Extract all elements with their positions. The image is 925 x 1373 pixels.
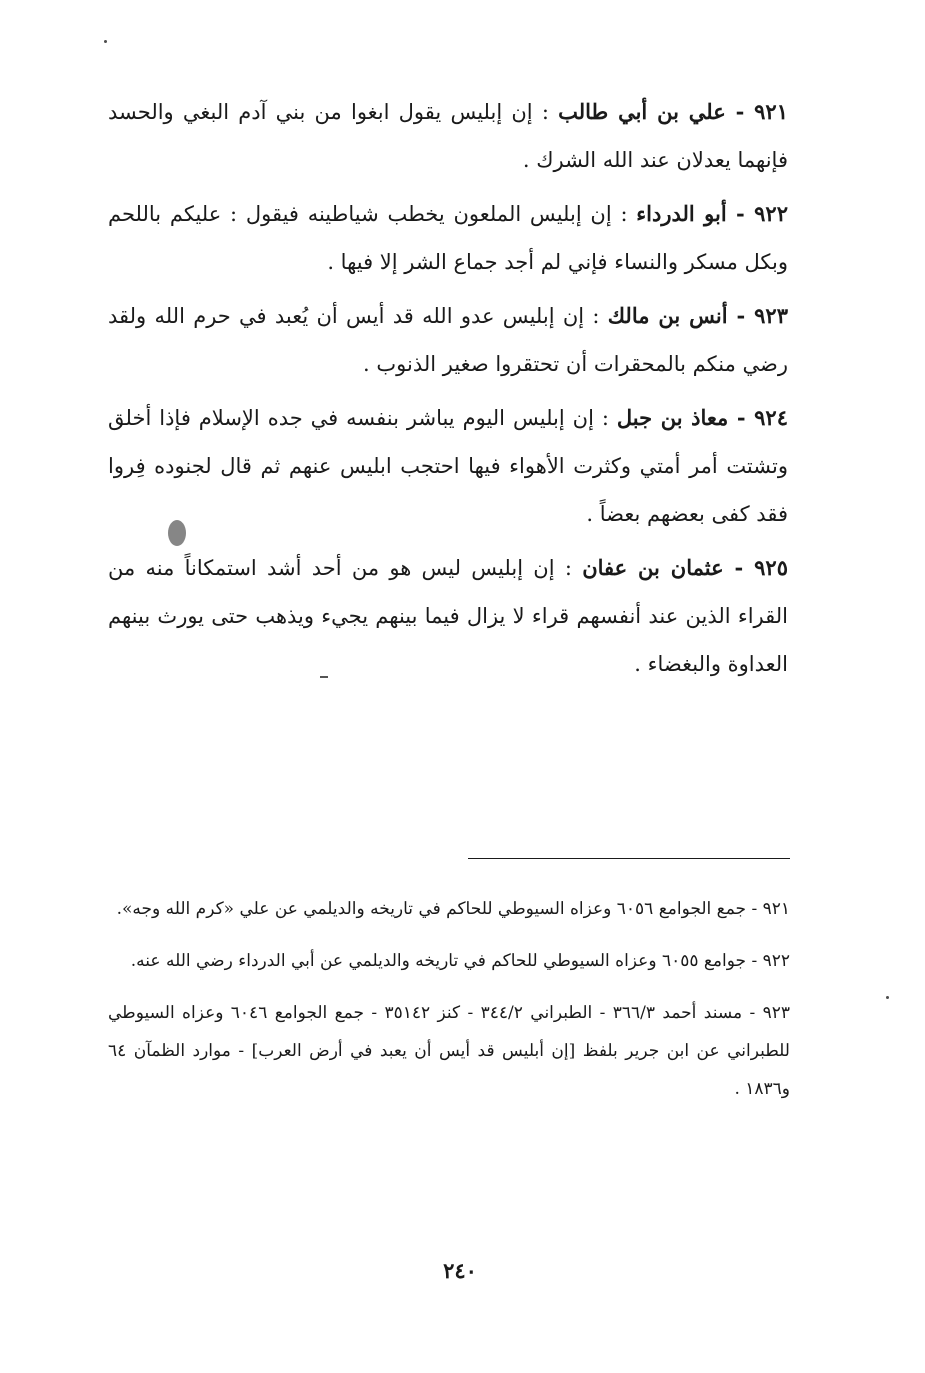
entry-text: إن إبليس ليس هو من أحد أشد استمكاناً منه من القراء الذين عند أنفسهم قراء لا يزال فيما بينهم يجيء ويذهب حتى يورث بينهم العداوة والبغضاء .	[108, 556, 788, 676]
entry-text: إن إبليس عدو الله قد أيس أن يُعبد في حرم الله ولقد رضي منكم بالمحقرات أن تحتقروا صغير الذنوب .	[108, 304, 788, 376]
entry-number: ٩٢٢	[754, 201, 788, 226]
entry-author: عثمان بن عفان	[582, 555, 724, 580]
entry-number: ٩٢٣	[754, 303, 788, 328]
entry-number: ٩٢٥	[754, 555, 788, 580]
ink-speck	[104, 40, 107, 43]
main-text	[108, 88, 788, 694]
footnote-divider	[468, 858, 790, 859]
entry-author: معاذ بن جبل	[616, 405, 729, 430]
ink-speck	[886, 996, 889, 999]
entry-924: ٩٢٤ - معاذ بن جبل : إن إبليس اليوم يباشر بنفسه في جده الإسلام فإذا أخلق وتشتت أمر أمتي وكثرت الأهواء فيها احتجب ابليس عنهم ثم قال لجنوده فِروا فقد كفى بعضهم بعضاً .	[108, 405, 788, 526]
entry-number: ٩٢١	[754, 99, 788, 124]
entry-number: ٩٢٤	[754, 405, 788, 430]
footnote-923: ٩٢٣ - مسند أحمد ٣٦٦/٣ - الطبراني ٣٤٤/٢ - كنز ٣٥١٤٢ - جمع الجوامع ٦٠٤٦ وعزاه السيوطي للطبراني عن ابن جرير بلفظ [إن أبليس قد أيس أن يعبد في أرض العرب] - موارد الظمآن ٦٤ و١٨٣٦ .	[108, 1003, 790, 1099]
entry-text: إن إبليس اليوم يباشر بنفسه في جده الإسلام فإذا أخلق وتشتت أمر أمتي وكثرت الأهواء فيها احتجب ابليس عنهم ثم قال لجنوده فِروا فقد كفى بعضهم بعضاً .	[108, 406, 788, 526]
footnote-921: ٩٢١ - جمع الجوامع ٦٠٥٦ وعزاه السيوطي للحاكم في تاريخه والديلمي عن علي «كرم الله وجه».	[116, 899, 790, 919]
footnotes	[108, 890, 790, 1122]
ink-smudge	[168, 520, 186, 546]
entry-923: ٩٢٣ - أنس بن مالك : إن إبليس عدو الله قد أيس أن يُعبد في حرم الله ولقد رضي منكم بالمحقرات أن تحتقروا صغير الذنوب .	[108, 303, 788, 376]
entry-925: ٩٢٥ - عثمان بن عفان : إن إبليس ليس هو من أحد أشد استمكاناً منه من القراء الذين عند أنفسهم قراء لا يزال فيما بينهم يجيء ويذهب حتى يورث بينهم العداوة والبغضاء .	[108, 555, 788, 676]
entry-author: أبو الدرداء	[636, 201, 727, 226]
scan-mark	[320, 676, 328, 678]
entry-author: أنس بن مالك	[607, 303, 728, 328]
entry-text: إن إبليس يقول ابغوا من بني آدم البغي والحسد فإنهما يعدلان عند الله الشرك .	[108, 100, 788, 172]
entry-text: إن إبليس الملعون يخطب شياطينه فيقول : عليكم باللحم وبكل مسكر والنساء فإني لم أجد جماع الشر إلا فيها .	[108, 202, 788, 274]
entry-author: علي بن أبي طالب	[558, 99, 726, 124]
entry-921: ٩٢١ - علي بن أبي طالب : إن إبليس يقول ابغوا من بني آدم البغي والحسد فإنهما يعدلان عند الله الشرك .	[108, 99, 788, 172]
entry-922: ٩٢٢ - أبو الدرداء : إن إبليس الملعون يخطب شياطينه فيقول : عليكم باللحم وبكل مسكر والنساء فإني لم أجد جماع الشر إلا فيها .	[108, 201, 788, 274]
footnote-922: ٩٢٢ - جوامع ٦٠٥٥ وعزاه السيوطي للحاكم في تاريخه والديلمي عن أبي الدرداء رضي الله عنه.	[130, 951, 790, 971]
page-number: ٢٤٠	[443, 1258, 477, 1283]
